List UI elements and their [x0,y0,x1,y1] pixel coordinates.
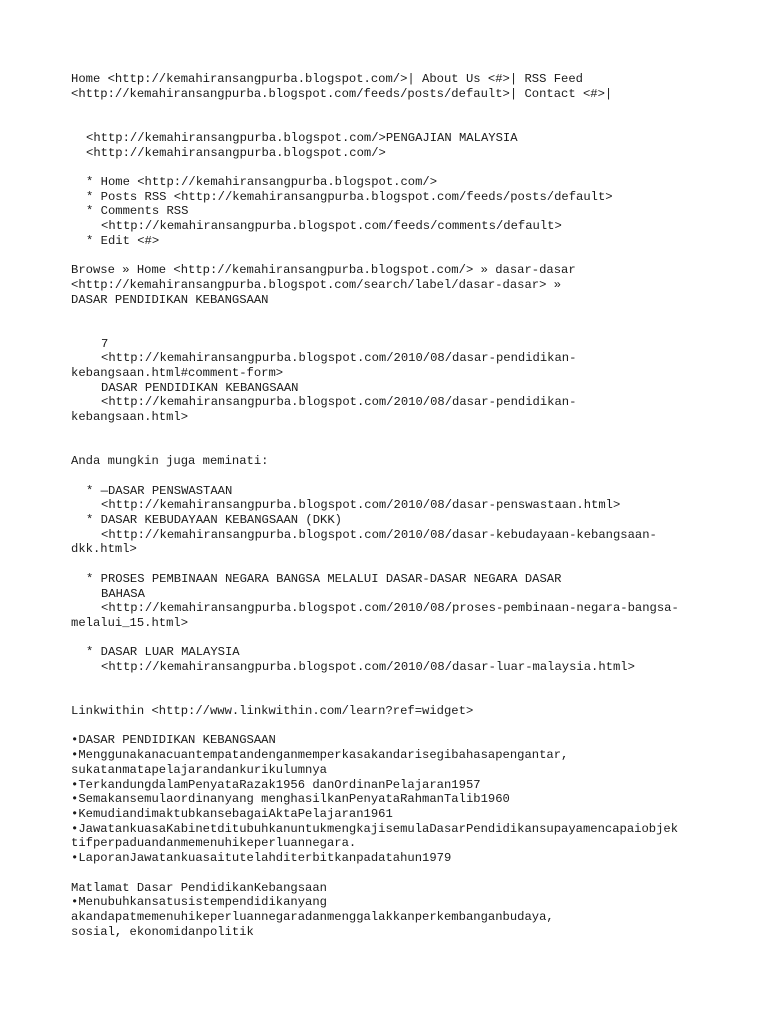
breadcrumb-line-2[interactable]: <http://kemahiransangpurba.blogspot.com/search/label/dasar-dasar> » [71,277,562,292]
blog-home-link[interactable]: <http://kemahiransangpurba.blogspot.com/> [86,145,386,160]
comment-link-url[interactable]: <http://kemahiransangpurba.blogspot.com/2010/08/dasar-pendidikan- [101,351,577,366]
content-bullet: •DASAR PENDIDIKAN KEBANGSAAN [71,733,276,748]
content-bullet-cont: tifperpaduandanmemenuhikeperluannegara. [71,836,357,851]
related-item-pembinaan-url-cont[interactable]: melalui_15.html> [71,615,189,630]
related-item-kebudayaan-url[interactable]: <http://kemahiransangpurba.blogspot.com/2010/08/dasar-kebudayaan-kebangsaan- [101,527,657,542]
document-body [71,72,731,939]
related-item-kebudayaan-url-cont[interactable]: dkk.html> [71,542,137,557]
matlamat-heading: Matlamat Dasar PendidikanKebangsaan [71,880,327,895]
menu-item-posts-rss[interactable]: * Posts RSS <http://kemahiransangpurba.blogspot.com/feeds/posts/default> [86,189,613,204]
comment-link-url-cont[interactable]: kebangsaan.html#comment-form> [71,366,284,380]
related-item-luar-malaysia[interactable]: * DASAR LUAR MALAYSIA [86,645,240,660]
breadcrumb-current: DASAR PENDIDIKAN KEBANGSAAN [71,292,269,307]
related-item-penswastaan-url[interactable]: <http://kemahiransangpurba.blogspot.com/2010/08/dasar-penswastaan.html> [101,498,621,513]
related-heading: Anda mungkin juga meminati: [71,454,269,469]
top-nav-line-1[interactable]: Home <http://kemahiransangpurba.blogspot.com/>| About Us <#>| RSS Feed [71,72,583,86]
content-bullet: •KemudiandimaktubkansebagaiAktaPelajaran1961 [71,807,393,821]
top-nav-line-2[interactable]: <http://kemahiransangpurba.blogspot.com/feeds/posts/default>| Contact <#>| [71,86,613,101]
linkwithin-link[interactable]: Linkwithin <http://www.linkwithin.com/learn?ref=widget> [71,704,474,719]
matlamat-bullet: •Menubuhkansatusistempendidikanyang [71,895,327,910]
content-bullet: •JawatankuasaKabinetditubuhkanuntukmengkajisemulaDasarPendidikansupayamencapaiobjek [71,821,679,836]
matlamat-bullet-cont: sosial, ekonomidanpolitik [71,924,254,939]
post-title-url-cont[interactable]: kebangsaan.html> [71,410,189,425]
related-item-kebudayaan[interactable]: * DASAR KEBUDAYAAN KEBANGSAAN (DKK) [86,513,342,527]
blog-title-link[interactable]: <http://kemahiransangpurba.blogspot.com/>PENGAJIAN MALAYSIA [86,130,518,145]
related-item-pembinaan[interactable]: * PROSES PEMBINAAN NEGARA BANGSA MELALUI DASAR-DASAR NEGARA DASAR [86,571,562,586]
content-bullet: •Menggunakanacuantempatandenganmemperkasakandarisegibahasapengantar, [71,748,569,763]
related-item-pembinaan-url[interactable]: <http://kemahiransangpurba.blogspot.com/2010/08/proses-pembinaan-negara-bangsa- [101,601,679,616]
content-bullet-cont: sukatanmatapelajarandankurikulumnya [71,762,327,777]
content-bullet: •LaporanJawatankuasaitutelahditerbitkanpadatahun1979 [71,851,452,866]
content-bullet: •Semakansemulaordinanyang menghasilkanPenyataRahmanTalib1960 [71,792,510,807]
related-item-penswastaan[interactable]: * —DASAR PENSWASTAAN [86,483,233,498]
menu-item-edit[interactable]: * Edit <#> [86,233,160,248]
menu-item-home[interactable]: * Home <http://kemahiransangpurba.blogspot.com/> [86,174,438,189]
menu-item-comments-rss-url[interactable]: <http://kemahiransangpurba.blogspot.com/feeds/comments/default> [101,219,562,233]
content-bullet: •TerkandungdalamPenyataRazak1956 danOrdinanPelajaran1957 [71,777,481,792]
post-title-url[interactable]: <http://kemahiransangpurba.blogspot.com/2010/08/dasar-pendidikan- [101,395,577,410]
related-item-luar-malaysia-url[interactable]: <http://kemahiransangpurba.blogspot.com/2010/08/dasar-luar-malaysia.html> [101,660,635,674]
menu-item-comments-rss[interactable]: * Comments RSS [86,204,189,219]
post-title[interactable]: DASAR PENDIDIKAN KEBANGSAAN [101,380,299,395]
comment-count[interactable]: 7 [101,336,109,351]
breadcrumb-line-1[interactable]: Browse » Home <http://kemahiransangpurba.blogspot.com/> » dasar-dasar [71,263,576,278]
related-item-pembinaan-cont[interactable]: BAHASA [101,586,145,601]
matlamat-bullet-cont: akandapatmemenuhikeperluannegaradanmenggalakkanperkembanganbudaya, [71,909,554,924]
